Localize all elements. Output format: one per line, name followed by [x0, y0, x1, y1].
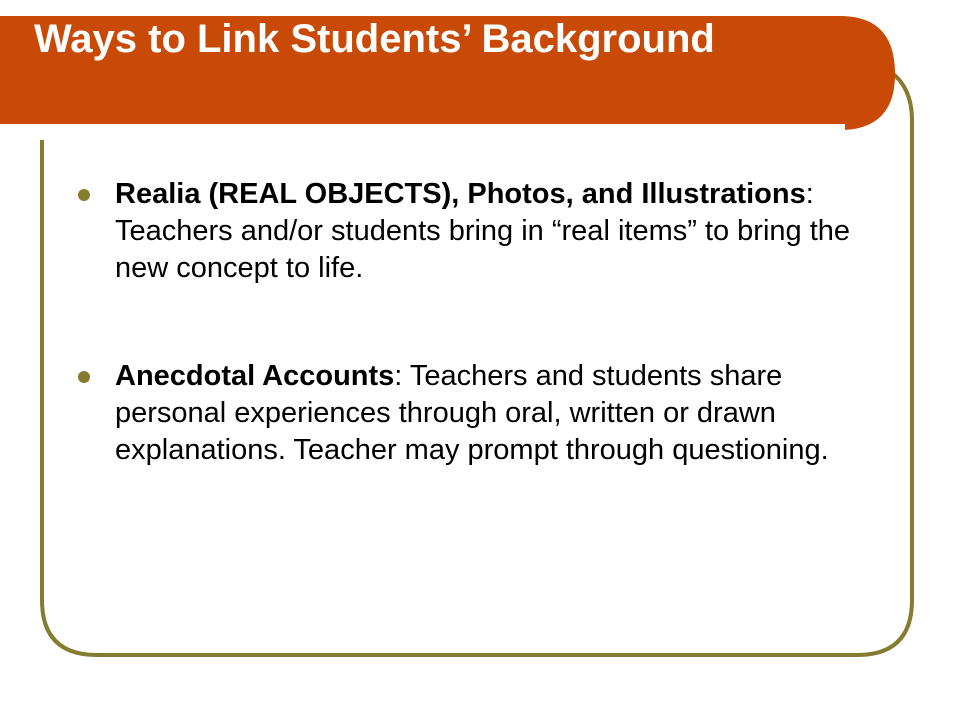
bullet-dot-icon: [78, 189, 90, 201]
bullet-item: [78, 176, 878, 287]
bullet-list: [78, 176, 878, 469]
bullet-dot-icon: [78, 371, 90, 383]
slide-title: Ways to Link Students’ Background: [34, 17, 715, 61]
bullet-item: [78, 358, 878, 469]
bullet-term: Realia (REAL OBJECTS), Photos, and Illustrations: [115, 178, 806, 210]
bullet-text: : Teachers and/or students bring in “real items” to bring the new concept to life.: [115, 178, 851, 284]
bullet-text: : Teachers and students share personal experiences through oral, written or drawn explanations. Teacher may prompt through questioning.: [115, 360, 829, 466]
bullet-term: Anecdotal Accounts: [115, 360, 395, 392]
title-underline: [0, 124, 845, 132]
